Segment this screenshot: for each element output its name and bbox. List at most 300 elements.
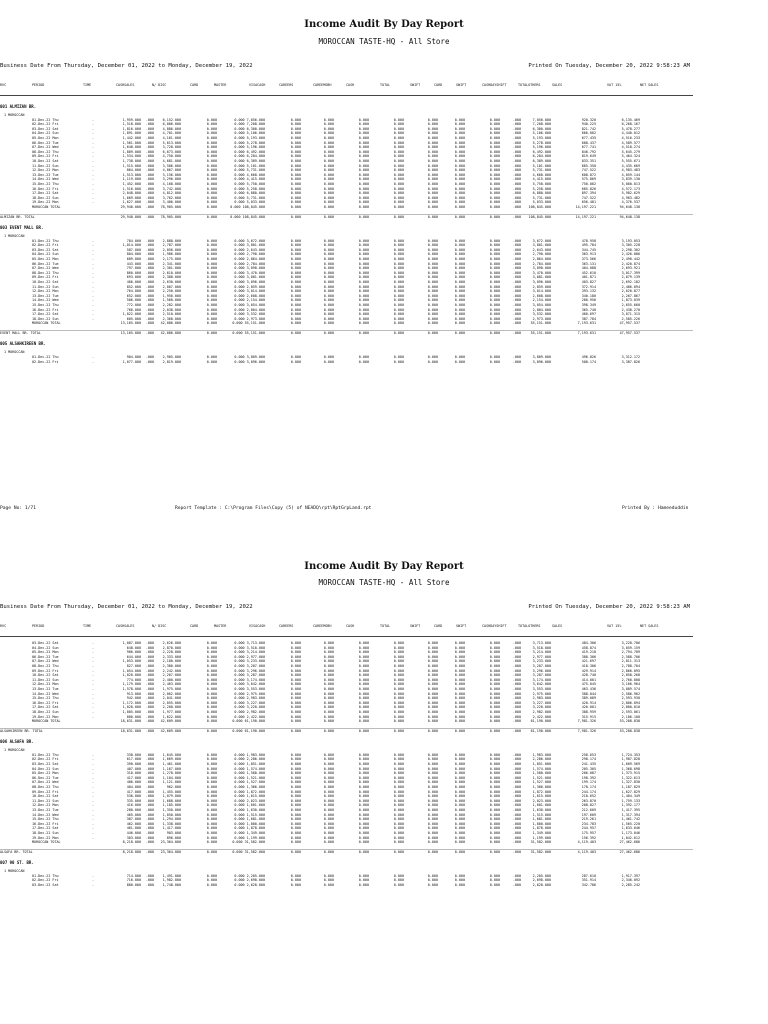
sales-cell: 1,630.000 [532,808,551,812]
cashdayshift-cell: 0.000 [489,752,500,757]
total-cell: 0.000 [358,803,369,808]
swift2-cell: 0.000 [454,126,465,131]
card-cell: 1,986.000 [162,252,181,257]
sales-cell: 108,845.000 [528,205,551,209]
careem-cell: 0.000 [290,195,301,200]
visa-total-cell: 0.000 108,845.000 [230,215,265,219]
total-others-cell: .000 [512,775,521,780]
careem-cell: 0.000 [290,762,301,766]
period-cell: 16-Dec-22 Fri [32,307,59,312]
total-others-cell: .000 [512,168,521,173]
card-cell: 6,086.000 [162,122,181,127]
sales-cell: 6,880.000 [532,191,551,196]
swift2-cell: 0.000 [454,136,465,140]
swift-cell: 0.000 [393,668,404,673]
period-cell: 05-Dec-22 Mon [32,136,59,140]
card-cell: 2,819.000 [162,359,181,364]
card2-cell: 0.000 [427,303,438,307]
card2-cell: 0.000 [427,177,438,182]
swift2-cell: 0.000 [454,766,465,771]
vat-cell: 677.435 [581,136,596,140]
careem-cell: 0.000 [290,645,301,650]
period-cell: 13-Dec-22 Tue [32,687,59,691]
column-header: CARD [434,624,443,628]
total-cell: 0.000 [358,131,369,136]
careem-cell: 0.000 [290,705,301,710]
cash-sales-cell: 1,648.000 [122,145,141,150]
card-cell: 1,455.000 [162,789,181,794]
vat-cell: 656.481 [581,200,596,205]
total-others-cell: .000 [512,257,521,261]
card-cell: 78,905.000 [160,215,181,219]
card-cell: 23,364.000 [160,850,181,855]
cash-sales-cell: 913.000 [126,691,141,696]
total-cell: 0.000 [358,182,369,186]
sales-cell: 3,227.000 [532,700,551,705]
period-cell: 18-Dec-22 Sun [32,195,59,200]
vat-cell: 198.392 [581,775,596,780]
cash-cell: 0.000 [323,700,334,705]
master-cell: 0.000 [206,803,217,808]
careem-cell: 0.000 [290,247,301,252]
time-cell: - [92,714,95,719]
master-cell: 0.000 [206,316,217,321]
cashdayshift-cell: 0.000 [489,126,500,131]
period-cell: MOROCCAN TOTAL [32,205,61,209]
sales-cell: 3,896.000 [532,359,551,364]
swift-cell: 0.000 [393,298,404,303]
sales-cell: 1,366.000 [532,785,551,789]
careem-cell: 0.000 [290,668,301,673]
card-cell: 3,586.000 [162,163,181,168]
sales-cell: 3,296.000 [532,668,551,673]
swift-cell: 0.000 [393,195,404,200]
visa-total-cell: 0.000 2,698.000 [234,878,265,883]
sales-cell: 5,731.000 [532,168,551,173]
time-cell: - [92,835,95,840]
cash-cell: 0.000 [323,293,334,298]
period-cell: 10-Dec-22 Sat [32,673,59,678]
cash-cell: 0.000 [323,757,334,762]
visa-total-cell: 0.000 1,515.000 [234,812,265,817]
vat-cell: 666.002 [581,131,596,136]
net-sales-cell: 1,327.830 [621,780,640,785]
time-cell: - [92,700,95,705]
vat-cell: 897.394 [581,191,596,196]
total-cell: 0.000 [358,243,369,248]
master-cell: 0.000 [206,798,217,803]
master-cell: 0.000 [206,321,217,326]
card2-cell: 0.000 [427,122,438,127]
discount-cell: .000 [145,159,154,163]
master-cell: 0.000 [206,293,217,298]
net-sales-cell: 5,000.013 [621,182,640,186]
cashdayshift-cell: 0.000 [489,163,500,168]
cash-sales-cell: 417.000 [126,789,141,794]
cashdayshift-cell: 0.000 [489,303,500,307]
cash-cell: 0.000 [323,641,334,645]
master-cell: 0.000 [206,243,217,248]
swift2-cell: 0.000 [454,835,465,840]
card2-cell: 0.000 [427,780,438,785]
card-cell: 5,613.000 [162,140,181,145]
total-others-cell: .000 [512,883,521,887]
card2-cell: 0.000 [427,873,438,878]
discount-cell: .000 [145,117,154,122]
total-others-cell: .000 [512,700,521,705]
visa-total-cell: 0.000 5,258.000 [234,186,265,191]
swift2-cell: 0.000 [454,252,465,257]
master-cell: 0.000 [206,145,217,150]
column-header: PERIOD [32,83,45,87]
period-cell: 05-Dec-22 Mon [32,257,59,261]
period-cell: 05-Dec-22 Mon [32,650,59,655]
discount-cell: .000 [145,252,154,257]
cashdayshift-cell: 0.000 [489,794,500,799]
time-cell: - [92,696,95,701]
total-cell: 0.000 [358,682,369,687]
time-cell: - [92,687,95,691]
careem-cell: 0.000 [290,785,301,789]
cashdayshift-cell: 0.000 [489,186,500,191]
discount-cell: .000 [145,205,154,209]
swift2-cell: 0.000 [454,700,465,705]
card-cell: 6,673.000 [162,149,181,154]
card2-cell: 0.000 [427,762,438,766]
net-sales-cell: 94,648.138 [619,205,640,209]
card-cell: 896.000 [166,835,181,840]
swift-cell: 0.000 [393,316,404,321]
swift-cell: 0.000 [393,266,404,271]
cash-sales-cell: 1,738.000 [122,159,141,163]
cashdayshift-cell: 0.000 [489,835,500,840]
discount-cell: .000 [145,654,154,659]
master-cell: 0.000 [206,794,217,799]
visa-total-cell: 0.000 2,804.000 [234,307,265,312]
time-cell: - [92,293,95,298]
discount-cell: .000 [145,177,154,182]
swift-cell: 0.000 [393,752,404,757]
net-sales-cell: 4,572.173 [621,186,640,191]
master-cell: 0.000 [206,808,217,812]
swift2-cell: 0.000 [454,168,465,173]
total-others-cell: .000 [512,316,521,321]
master-cell: 0.000 [206,705,217,710]
time-cell: - [92,752,95,757]
time-cell: - [92,771,95,776]
period-cell: 06-Dec-22 Tue [32,140,59,145]
visa-total-cell: 0.000 2,859.000 [234,284,265,289]
sales-cell: 6,492.000 [532,149,551,154]
total-cell: 0.000 [358,840,369,845]
sales-cell: 2,973.000 [532,316,551,321]
swift-cell: 0.000 [393,826,404,831]
visa-total-cell: 0.000 6,284.000 [234,154,265,159]
discount-cell: .000 [145,303,154,307]
careem-cell: 0.000 [290,696,301,701]
careem-cell: 0.000 [290,307,301,312]
master-cell: 0.000 [206,771,217,776]
visa-total-cell: 0.000 1,199.000 [234,835,265,840]
visa-total-cell: 0.000 5,196.000 [234,145,265,150]
master-cell: 0.000 [206,168,217,173]
total-others-cell: .000 [512,873,521,878]
vat-cell: 418.306 [581,664,596,668]
swift2-cell: 0.000 [454,172,465,177]
total-cell: 0.000 [358,136,369,140]
sales-cell: 1,349.000 [532,831,551,835]
vat-cell: 7,981.326 [577,729,596,734]
net-sales-cell: 94,648.138 [619,215,640,219]
net-sales-cell: 4,516.233 [621,136,640,140]
total-others-cell: .000 [512,850,521,855]
vat-cell: 475.045 [581,682,596,687]
total-cell: 0.000 [358,303,369,307]
total-others-cell: .000 [512,331,521,336]
sales-cell: 3,014.000 [532,289,551,294]
master-cell: 0.000 [206,126,217,131]
net-sales-cell: 53,208.838 [619,719,640,724]
discount-cell: .000 [145,195,154,200]
card-cell: 2,007.000 [162,284,181,289]
card2-cell: 0.000 [427,284,438,289]
total-others-cell: .000 [512,243,521,248]
total-cell: 0.000 [358,668,369,673]
cash-sales-cell: 1,816.000 [122,126,141,131]
sales-cell: 4,668.000 [532,172,551,177]
total-others-cell: .000 [512,803,521,808]
cash-cell: 0.000 [323,117,334,122]
net-sales-cell: 3,387.826 [621,359,640,364]
master-cell: 0.000 [206,645,217,650]
discount-cell: .000 [145,771,154,776]
report-body [0,98,693,498]
discount-cell: .000 [145,873,154,878]
period-cell: 15-Dec-22 Thu [32,696,59,701]
careem-cell: 0.000 [290,775,301,780]
time-cell: - [92,289,95,294]
card2-cell: 0.000 [427,831,438,835]
card2-cell: 0.000 [427,280,438,284]
card-cell: 2,368.000 [162,316,181,321]
total-cell: 0.000 [358,821,369,826]
period-cell: 14-Dec-22 Wed [32,812,59,817]
discount-cell: .000 [145,826,154,831]
cash-cell: 0.000 [323,645,334,650]
column-header: PERIOD [32,624,45,628]
card-cell: 1,104.000 [162,775,181,780]
cash-sales-cell: 338.000 [126,752,141,757]
careem-cell: 0.000 [290,131,301,136]
discount-cell: .000 [145,136,154,140]
card-cell: 1,350.000 [162,808,181,812]
column-header: VISACASH [249,624,266,628]
sales-cell: 6,389.000 [532,159,551,163]
visa-total-cell: 0.000 3,672.000 [234,238,265,243]
cashdayshift-cell: 0.000 [489,664,500,668]
card-cell: 3,156.000 [162,172,181,177]
visa-total-cell: 0.000 5,193.000 [234,136,265,140]
period-cell: 17-Dec-22 Sat [32,826,59,831]
net-sales-cell: 5,982.629 [621,191,640,196]
cash-sales-cell: 648.000 [126,645,141,650]
master-cell: 0.000 [206,831,217,835]
swift-cell: 0.000 [393,798,404,803]
time-cell: - [92,140,95,145]
swift2-cell: 0.000 [454,298,465,303]
discount-cell: .000 [145,757,154,762]
master-cell: 0.000 [206,257,217,261]
time-cell: - [92,682,95,687]
master-cell: 0.000 [206,307,217,312]
cashdayshift-cell: 0.000 [489,266,500,271]
cashdayshift-cell: 0.000 [489,359,500,364]
column-header-row [0,623,693,637]
total-others-cell: .000 [512,280,521,284]
card-cell: 2,400.000 [162,677,181,682]
cash-sales-cell: 303.000 [126,835,141,840]
card2-cell: 0.000 [427,126,438,131]
cashdayshift-cell: 0.000 [489,659,500,664]
time-cell: - [92,808,95,812]
swift2-cell: 0.000 [454,659,465,664]
total-others-cell: .000 [512,668,521,673]
card-cell: 42,609.000 [160,719,181,724]
card2-cell: 0.000 [427,641,438,645]
card2-cell: 0.000 [427,191,438,196]
cashdayshift-cell: 0.000 [489,243,500,248]
business-date-range: Business Date From Thursday, December 01, 2022 to Monday, December 19, 2022 [0,63,253,69]
cashdayshift-cell: 0.000 [489,298,500,303]
sales-cell: 3,287.000 [532,673,551,678]
total-others-cell: .000 [512,117,521,122]
visa-total-cell: 0.000 2,864.000 [234,257,265,261]
total-cell: 0.000 [358,873,369,878]
discount-cell: .000 [145,247,154,252]
vat-cell: 387.784 [581,316,596,321]
discount-cell: .000 [145,817,154,822]
swift2-cell: 0.000 [454,257,465,261]
cash-sales-cell: 310.000 [126,771,141,776]
cash-cell: 0.000 [323,821,334,826]
cash-sales-cell: 1,452.000 [122,182,141,186]
vat-cell: 205.305 [581,766,596,771]
column-header: N/ DISC [152,83,167,87]
swift-cell: 0.000 [393,645,404,650]
swift2-cell: 0.000 [454,238,465,243]
master-cell: 0.000 [206,247,217,252]
total-cell: 0.000 [358,762,369,766]
swift2-cell: 0.000 [454,247,465,252]
column-header: CARD [190,83,199,87]
net-sales-cell: 3,305.228 [621,243,640,248]
sales-cell: 55,151.000 [530,331,551,336]
time-cell: - [92,238,95,243]
net-sales-cell: 2,866.095 [621,668,640,673]
careem-cell: 0.000 [290,682,301,687]
card-cell: 2,250.000 [162,289,181,294]
swift-cell: 0.000 [393,191,404,196]
net-sales-cell: 1,417.395 [621,808,640,812]
discount-cell: .000 [145,696,154,701]
total-cell: 0.000 [358,126,369,131]
cash-cell: 0.000 [323,331,334,336]
period-cell: 16-Dec-22 Fri [32,821,59,826]
visa-total-cell: 0.000 3,227.000 [234,700,265,705]
net-sales-cell: 1,987.828 [621,757,640,762]
total-cell: 0.000 [358,826,369,831]
swift2-cell: 0.000 [454,186,465,191]
careem-cell: 0.000 [290,687,301,691]
total-others-cell: .000 [512,826,521,831]
cashdayshift-cell: 0.000 [489,205,500,209]
card-cell: 2,055.000 [162,700,181,705]
visa-total-cell: 0.000 3,233.000 [234,659,265,664]
total-others-cell: .000 [512,149,521,154]
careem-cell: 0.000 [290,331,301,336]
cashdayshift-cell: 0.000 [489,293,500,298]
discount-cell: .000 [145,280,154,284]
sales-cell: 2,205.000 [532,873,551,878]
period-cell: 17-Dec-22 Sat [32,191,59,196]
cash-cell: 0.000 [323,284,334,289]
total-cell: 0.000 [358,316,369,321]
cash-sales-cell: 880.000 [126,883,141,887]
time-cell: - [92,117,95,122]
swift-cell: 0.000 [393,243,404,248]
time-cell: - [92,664,95,668]
net-sales-cell: 2,346.092 [621,878,640,883]
cash-sales-cell: 443.000 [126,261,141,266]
careem-cell: 0.000 [290,182,301,186]
swift2-cell: 0.000 [454,729,465,734]
period-cell: 07-Dec-22 Wed [32,659,59,664]
swift2-cell: 0.000 [454,719,465,724]
swift2-cell: 0.000 [454,821,465,826]
cash-sales-cell: 1,891.000 [122,131,141,136]
swift2-cell: 0.000 [454,808,465,812]
period-cell: ALMIZAN BR. TOTAL [0,215,35,219]
visa-total-cell: 0.000 3,098.000 [234,266,265,271]
cash-sales-cell: 1,087.000 [122,641,141,645]
card-cell: 2,242.000 [162,668,181,673]
net-sales-cell: 2,806.094 [621,700,640,705]
careem-cell: 0.000 [290,812,301,817]
branch-header [0,739,693,744]
visa-total-cell: 0.000 1,681.000 [234,817,265,822]
visa-total-cell: 0.000 3,287.000 [234,673,265,678]
visa-total-cell: 0.000 3,214.000 [234,650,265,655]
cash-sales-cell: 986.000 [126,650,141,655]
vat-cell: 428.740 [581,673,596,678]
cashdayshift-cell: 0.000 [489,238,500,243]
swift-cell: 0.000 [393,172,404,177]
swift-cell: 0.000 [393,775,404,780]
cash-cell: 0.000 [323,280,334,284]
time-cell: - [92,789,95,794]
net-sales-cell: 2,588.706 [621,654,640,659]
time-cell: - [92,355,95,359]
visa-total-cell: 0.000 31,582.000 [232,850,265,855]
column-header: N/ DISC [152,624,167,628]
master-cell: 0.000 [206,149,217,154]
careem-cell: 0.000 [290,729,301,734]
total-others-cell: .000 [512,696,521,701]
visa-total-cell: 0.000 3,174.000 [234,677,265,682]
cashdayshift-cell: 0.000 [489,145,500,150]
total-cell: 0.000 [358,780,369,785]
time-cell: - [92,710,95,714]
